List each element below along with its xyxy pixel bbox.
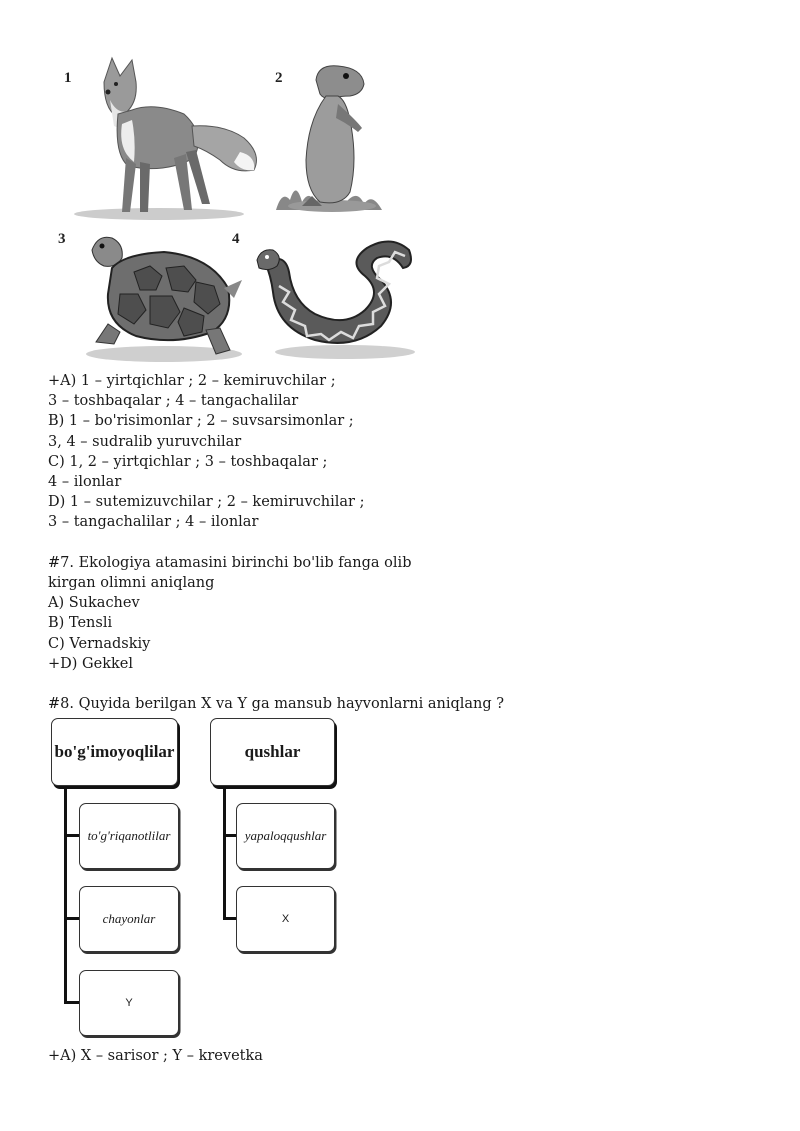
q6-options (48, 371, 504, 714)
figure-label-1: 1 (64, 70, 72, 86)
diagram-right-item-1: yapaloqqushlar (236, 803, 335, 869)
q6-option-b-line1: B) 1 – bo'risimonlar ; 2 – suvsarsimonlar ; (48, 413, 354, 430)
diagram-head-left: bo'g'imoyoqlilar (51, 718, 178, 786)
q6-option-a-line2: 3 – toshbaqalar ; 4 – tangachalilar (48, 393, 299, 410)
q7-option-b: B) Tensli (48, 615, 113, 632)
figure-label-4: 4 (232, 231, 240, 247)
fox-illustration (74, 54, 268, 220)
viper-illustration (255, 232, 417, 360)
q7-option-a: A) Sukachev (48, 595, 140, 612)
q6-option-b-line2: 3, 4 – sudralib yuruvchilar (48, 433, 242, 450)
q6-option-c-line2: 4 – ilonlar (48, 474, 122, 491)
q8-answer: +A) X – sarisor ; Y – krevetka (48, 1048, 263, 1064)
q6-option-a-line1: +A) 1 – yirtqichlar ; 2 – kemiruvchilar ; (48, 373, 336, 389)
q6-option-d-line1: D) 1 – sutemizuvchilar ; 2 – kemiruvchilar ; (48, 494, 365, 511)
q6-option-d-line2: 3 – tangachalilar ; 4 – ilonlar (48, 514, 259, 531)
diagram-right-item-2: X (236, 886, 335, 952)
q7-question-line1: #7. Ekologiya atamasini birinchi bo'lib fanga olib (48, 554, 412, 571)
diagram-left-item-3: Y (79, 970, 179, 1036)
q7-question-line2: kirgan olimni aniqlang (48, 575, 215, 592)
q6-option-c-line1: C) 1, 2 – yirtqichlar ; 3 – toshbaqalar ; (48, 453, 328, 470)
tortoise-illustration (84, 228, 244, 364)
figure-label-3: 3 (58, 231, 66, 247)
q7-option-c: C) Vernadskiy (48, 635, 151, 652)
q7-option-d: +D) Gekkel (48, 655, 133, 672)
diagram-head-right: qushlar (210, 718, 335, 786)
diagram-left-item-2: chayonlar (79, 886, 179, 952)
q8-answer-block (48, 1046, 263, 1066)
figure-label-2: 2 (275, 70, 283, 86)
diagram-left-item-1: to'g'riqanotlilar (79, 803, 179, 869)
q8-question: #8. Quyida berilgan X va Y ga mansub hayvonlarni aniqlang ? (48, 696, 505, 713)
gopher-illustration (272, 60, 390, 212)
